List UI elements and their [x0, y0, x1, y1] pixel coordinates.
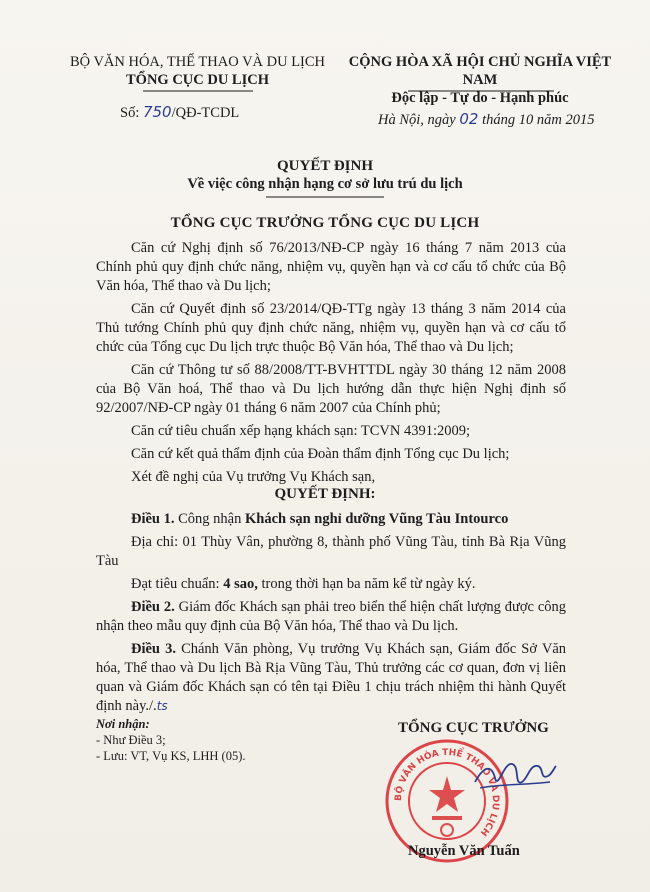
signer-name: Nguyễn Văn Tuấn — [408, 843, 520, 859]
national-header — [330, 53, 630, 107]
basis-paragraph: Xét đề nghị của Vụ trưởng Vụ Khách sạn, — [131, 469, 376, 485]
basis-paragraph: Căn cứ Thông tư số 88/2008/TT-BVHTTDL ngày 30 tháng 12 năm 2008 của Bộ Văn hoá, Thể thao và Du lịch hướng dẫn thực hiện Nghị định số 92/2007/NĐ-CP ngày 01 tháng 6 năm 2007 của Chính phủ; — [96, 362, 566, 416]
basis-paragraph: Căn cứ Nghị định số 76/2013/NĐ-CP ngày 16 tháng 7 năm 2013 của Chính phủ quy định chức năng, nhiệm vụ, quyền hạn và cơ cấu tổ chức của Bộ Văn hóa, Thể thao và Du lịch; — [96, 240, 566, 294]
subtitle-underline — [266, 196, 384, 198]
signer-title: TỔNG CỤC TRƯỞNG — [398, 720, 549, 736]
date-day-handwritten: 02 — [459, 110, 479, 128]
basis-paragraph: Căn cứ Quyết định số 23/2014/QĐ-TTg ngày 13 tháng 3 năm 2014 của Thủ tướng Chính phủ quy định chức năng, nhiệm vụ, quyền hạn và cơ cấu tổ chức của Tổng cục Du lịch trực thuộc Bộ Văn hóa, Thể thao và Du lịch; — [96, 301, 566, 355]
article-1 — [96, 510, 566, 529]
seal-text: BỘ VĂN HÓA THỂ THAO VÀ DU LỊCH — [393, 747, 501, 838]
article-3 — [96, 640, 566, 716]
article-2-label: Điều 2. — [131, 599, 175, 615]
number-handwritten: 750 — [142, 103, 172, 121]
date-prefix: Hà Nội, ngày — [378, 112, 456, 128]
articles — [96, 510, 566, 720]
national-motto: Độc lập - Tự do - Hạnh phúc — [391, 90, 569, 106]
recipient-item: - Lưu: VT, Vụ KS, LHH (05). — [96, 749, 246, 763]
basis-paragraph: Căn cứ kết quả thẩm định của Đoàn thẩm định Tổng cục Du lịch; — [131, 446, 510, 462]
date-suffix: tháng 10 năm 2015 — [482, 112, 595, 128]
recipients-label: Nơi nhận: — [96, 717, 150, 731]
recipient-item: - Như Điều 3; — [96, 733, 166, 747]
hotel-address: Địa chỉ: 01 Thùy Vân, phường 8, thành phố Vũng Tàu, tỉnh Bà Rịa Vũng Tàu — [96, 534, 566, 569]
document-subtitle: Về việc công nhận hạng cơ sở lưu trú du lịch — [187, 176, 463, 192]
department-name: TỔNG CỤC DU LỊCH — [126, 72, 269, 88]
ministry-name: BỘ VĂN HÓA, THỂ THAO VÀ DU LỊCH — [69, 54, 326, 70]
issuing-authority: TỔNG CỤC TRƯỞNG TỔNG CỤC DU LỊCH — [170, 215, 480, 231]
basis-paragraph: Căn cứ tiêu chuẩn xếp hạng khách sạn: TCVN 4391:2009; — [131, 423, 471, 439]
document-number — [120, 103, 239, 122]
department-underline — [143, 90, 253, 92]
country-name: CỘNG HÒA XÃ HỘI CHỦ NGHĨA VIỆT NAM — [348, 54, 612, 88]
standard-suffix: trong thời hạn ba năm kể từ ngày ký. — [261, 576, 476, 592]
issuer-header — [55, 53, 340, 89]
article-2-text: Giám đốc Khách sạn phải treo biển thể hiện chất lượng được công nhận theo mẫu quy định của Bộ Văn hóa, Thể thao và Du lịch. — [96, 599, 567, 634]
article-3-label: Điều 3. — [131, 641, 176, 657]
handwritten-signature-icon — [470, 752, 560, 800]
handwritten-initials: ts — [156, 699, 168, 713]
number-prefix: Số: — [120, 105, 140, 121]
number-suffix: /QĐ-TCDL — [171, 105, 240, 121]
recipients — [96, 716, 245, 764]
motto-underline — [408, 90, 554, 92]
decision-heading: QUYẾT ĐỊNH: — [274, 486, 376, 502]
legal-bases — [96, 239, 566, 491]
article-2 — [96, 598, 566, 636]
issue-date — [378, 110, 594, 129]
standard-value: 4 sao, — [223, 576, 258, 592]
document-title: QUYẾT ĐỊNH — [277, 158, 373, 174]
article-3-text: Chánh Văn phòng, Vụ trưởng Vụ Khách sạn, Giám đốc Sở Văn hóa, Thể thao và Du lịch Bà Rịa Vũng Tàu, Thủ trưởng các cơ quan, đơn vị liên quan và Giám đốc Khách sạn có tên tại Điều 1 chịu trách nhiệm thi hành Quyết định này./. — [96, 641, 567, 714]
hotel-standard — [96, 575, 566, 594]
article-1-text: Công nhận — [178, 511, 242, 527]
article-1-label: Điều 1. — [131, 511, 175, 527]
hotel-name: Khách sạn nghỉ dưỡng Vũng Tàu Intourco — [244, 511, 509, 527]
standard-prefix: Đạt tiêu chuẩn: — [131, 576, 220, 592]
